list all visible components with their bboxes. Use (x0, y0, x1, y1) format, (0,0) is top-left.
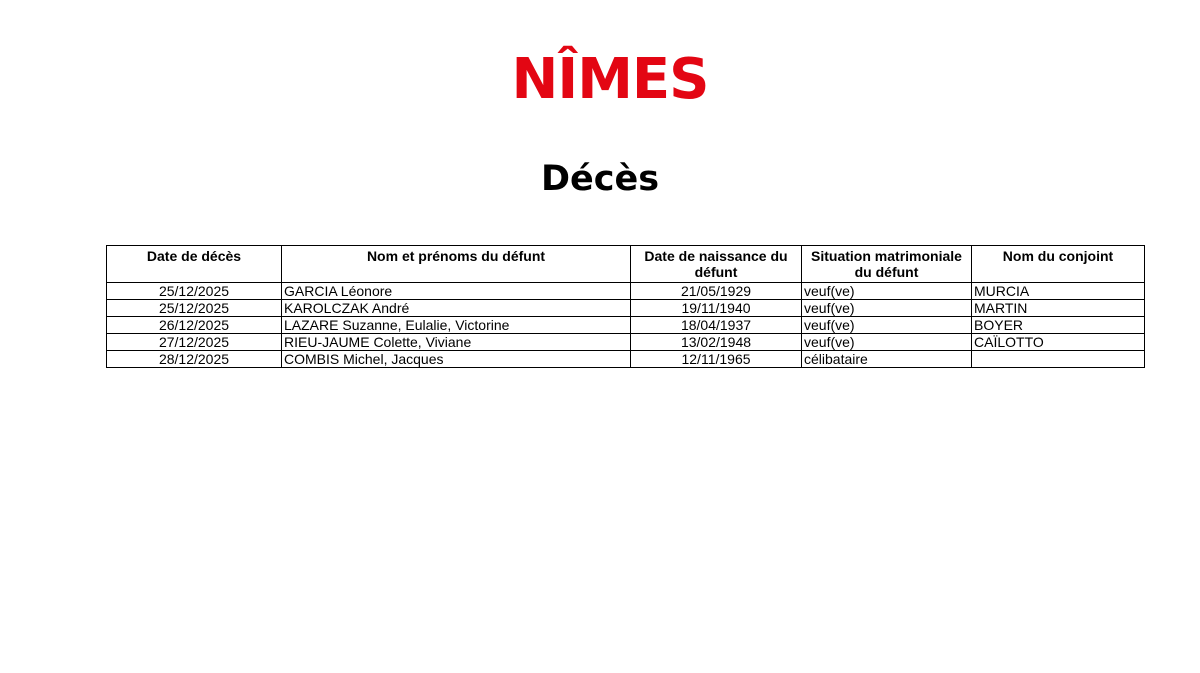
cell-conjoint (972, 351, 1145, 368)
cell-conjoint: BOYER (972, 317, 1145, 334)
column-header-conjoint: Nom du conjoint (972, 246, 1145, 283)
cell-date-naissance: 12/11/1965 (631, 351, 802, 368)
table-row (107, 317, 1145, 334)
table-header-row (107, 246, 1145, 283)
cell-conjoint: CAÏLOTTO (972, 334, 1145, 351)
cell-conjoint: MARTIN (972, 300, 1145, 317)
cell-nom-defunt: GARCIA Léonore (282, 283, 631, 300)
table-row (107, 283, 1145, 300)
column-header-nom-defunt: Nom et prénoms du défunt (282, 246, 631, 283)
column-header-date-naissance: Date de naissance du défunt (631, 246, 802, 283)
cell-situation: veuf(ve) (802, 300, 972, 317)
column-header-date-deces: Date de décès (107, 246, 282, 283)
cell-situation: veuf(ve) (802, 317, 972, 334)
table-row (107, 300, 1145, 317)
cell-date-deces: 25/12/2025 (107, 283, 282, 300)
cell-date-naissance: 13/02/1948 (631, 334, 802, 351)
cell-date-deces: 27/12/2025 (107, 334, 282, 351)
cell-situation: veuf(ve) (802, 334, 972, 351)
cell-conjoint: MURCIA (972, 283, 1145, 300)
cell-date-deces: 28/12/2025 (107, 351, 282, 368)
cell-situation: veuf(ve) (802, 283, 972, 300)
cell-date-naissance: 18/04/1937 (631, 317, 802, 334)
page-title: Décès (540, 159, 660, 199)
cell-nom-defunt: RIEU-JAUME Colette, Viviane (282, 334, 631, 351)
cell-date-deces: 25/12/2025 (107, 300, 282, 317)
nimes-logo: NÎMES (511, 47, 709, 112)
table-row (107, 334, 1145, 351)
cell-nom-defunt: COMBIS Michel, Jacques (282, 351, 631, 368)
cell-nom-defunt: KAROLCZAK André (282, 300, 631, 317)
cell-situation: célibataire (802, 351, 972, 368)
column-header-situation: Situation matrimoniale du défunt (802, 246, 972, 283)
deaths-table (106, 245, 1145, 368)
cell-date-naissance: 19/11/1940 (631, 300, 802, 317)
cell-date-deces: 26/12/2025 (107, 317, 282, 334)
table-row (107, 351, 1145, 368)
cell-nom-defunt: LAZARE Suzanne, Eulalie, Victorine (282, 317, 631, 334)
cell-date-naissance: 21/05/1929 (631, 283, 802, 300)
